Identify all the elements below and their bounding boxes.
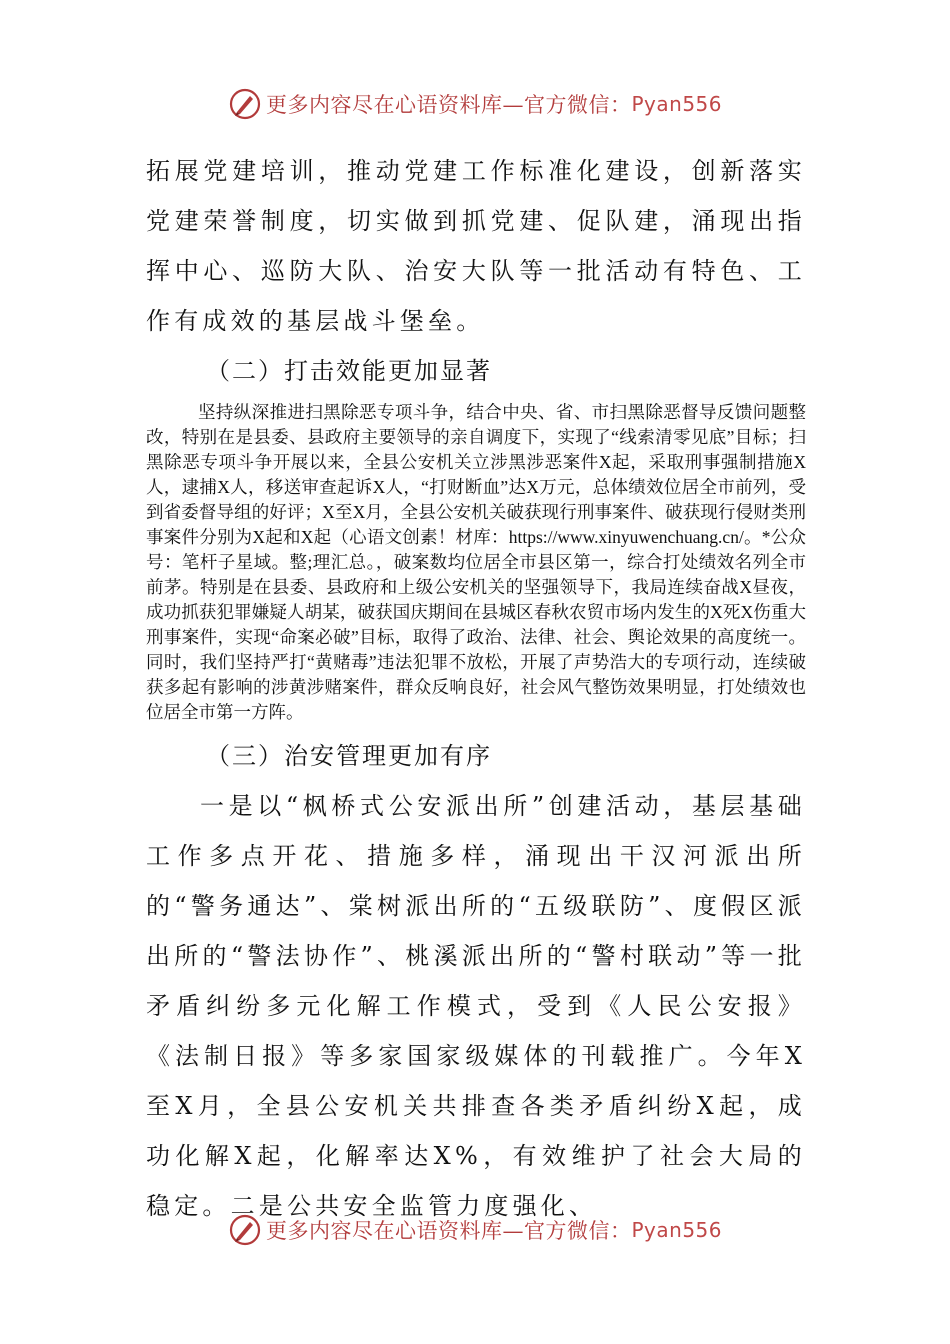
section-heading-2: （二）打击效能更加显著 xyxy=(206,357,492,385)
paragraph-public-security: 一是以“枫桥式公安派出所”创建活动，基层基础工作多点开花、措施多样，涌现出干汉河派出所的“警务通达”、棠树派出所的“五级联防”、度假区派出所的“警法协作”、桃溪派出所的“警村联动”等一批矛盾纠纷多元化解工作模式，受到《人民公安报》《法制日报》等多家国家级媒体的刊载推广。今年X至X月，全县公安机关共排查各类矛盾纠纷X起，成功化解X起，化解率达X%，有效维护了社会大局的稳定。二是公共安全监管力度强化、 xyxy=(146,792,806,1220)
footer-watermark-banner xyxy=(0,1210,950,1250)
banner-text: 更多内容尽在心语资料库—官方微信： xyxy=(265,1219,632,1243)
pen-logo-icon xyxy=(228,87,262,121)
paragraph-party-building: 拓展党建培训，推动党建工作标准化建设，创新落实党建荣誉制度，切实做到抓党建、促队建，涌现出指挥中心、巡防大队、治安大队等一批活动有特色、工作有成效的基层战斗堡垒。 xyxy=(146,157,806,335)
header-watermark-banner xyxy=(0,84,950,124)
banner-wechat-id: Pyan556 xyxy=(631,92,722,116)
document-body xyxy=(146,146,806,1231)
banner-wechat-id: Pyan556 xyxy=(631,1218,722,1242)
section-heading-3: （三）治安管理更加有序 xyxy=(206,742,492,770)
pen-logo-icon xyxy=(228,1213,262,1247)
banner-text: 更多内容尽在心语资料库—官方微信： xyxy=(265,93,632,117)
paragraph-crackdown: 坚持纵深推进扫黑除恶专项斗争，结合中央、省、市扫黑除恶督导反馈问题整改，特别在是县委、县政府主要领导的亲自调度下，实现了“线索清零见底”目标；扫黑除恶专项斗争开展以来，全县公安机关立涉黑涉恶案件X起，采取刑事强制措施X人，逮捕X人，移送审查起诉X人，“打财断血”达X万元，总体绩效位居全市前列，受到省委督导组的好评；X至X月，全县公安机关破获现行刑事案件、破获现行侵财类刑事案件分别为X起和X起（心语文创素！材库：https://www.xinyuwenchuang.cn/。*公众号：笔杆子星域。整;理汇总。，破案数均位居全市县区第一，综合打处绩效名列全市前茅。特别是在县委、县政府和上级公安机关的坚强领导下，我局连续奋战X昼夜，成功抓获犯罪嫌疑人胡某，破获国庆期间在县城区春秋农贸市场内发生的X死X伤重大刑事案件，实现“命案必破”目标，取得了政治、法律、社会、舆论效果的高度统一。同时，我们坚持严打“黄赌毒”违法犯罪不放松，开展了声势浩大的专项行动，连续破获多起有影响的涉黄涉赌案件，群众反响良好，社会风气整饬效果明显，打处绩效也位居全市第一方阵。 xyxy=(146,402,806,722)
